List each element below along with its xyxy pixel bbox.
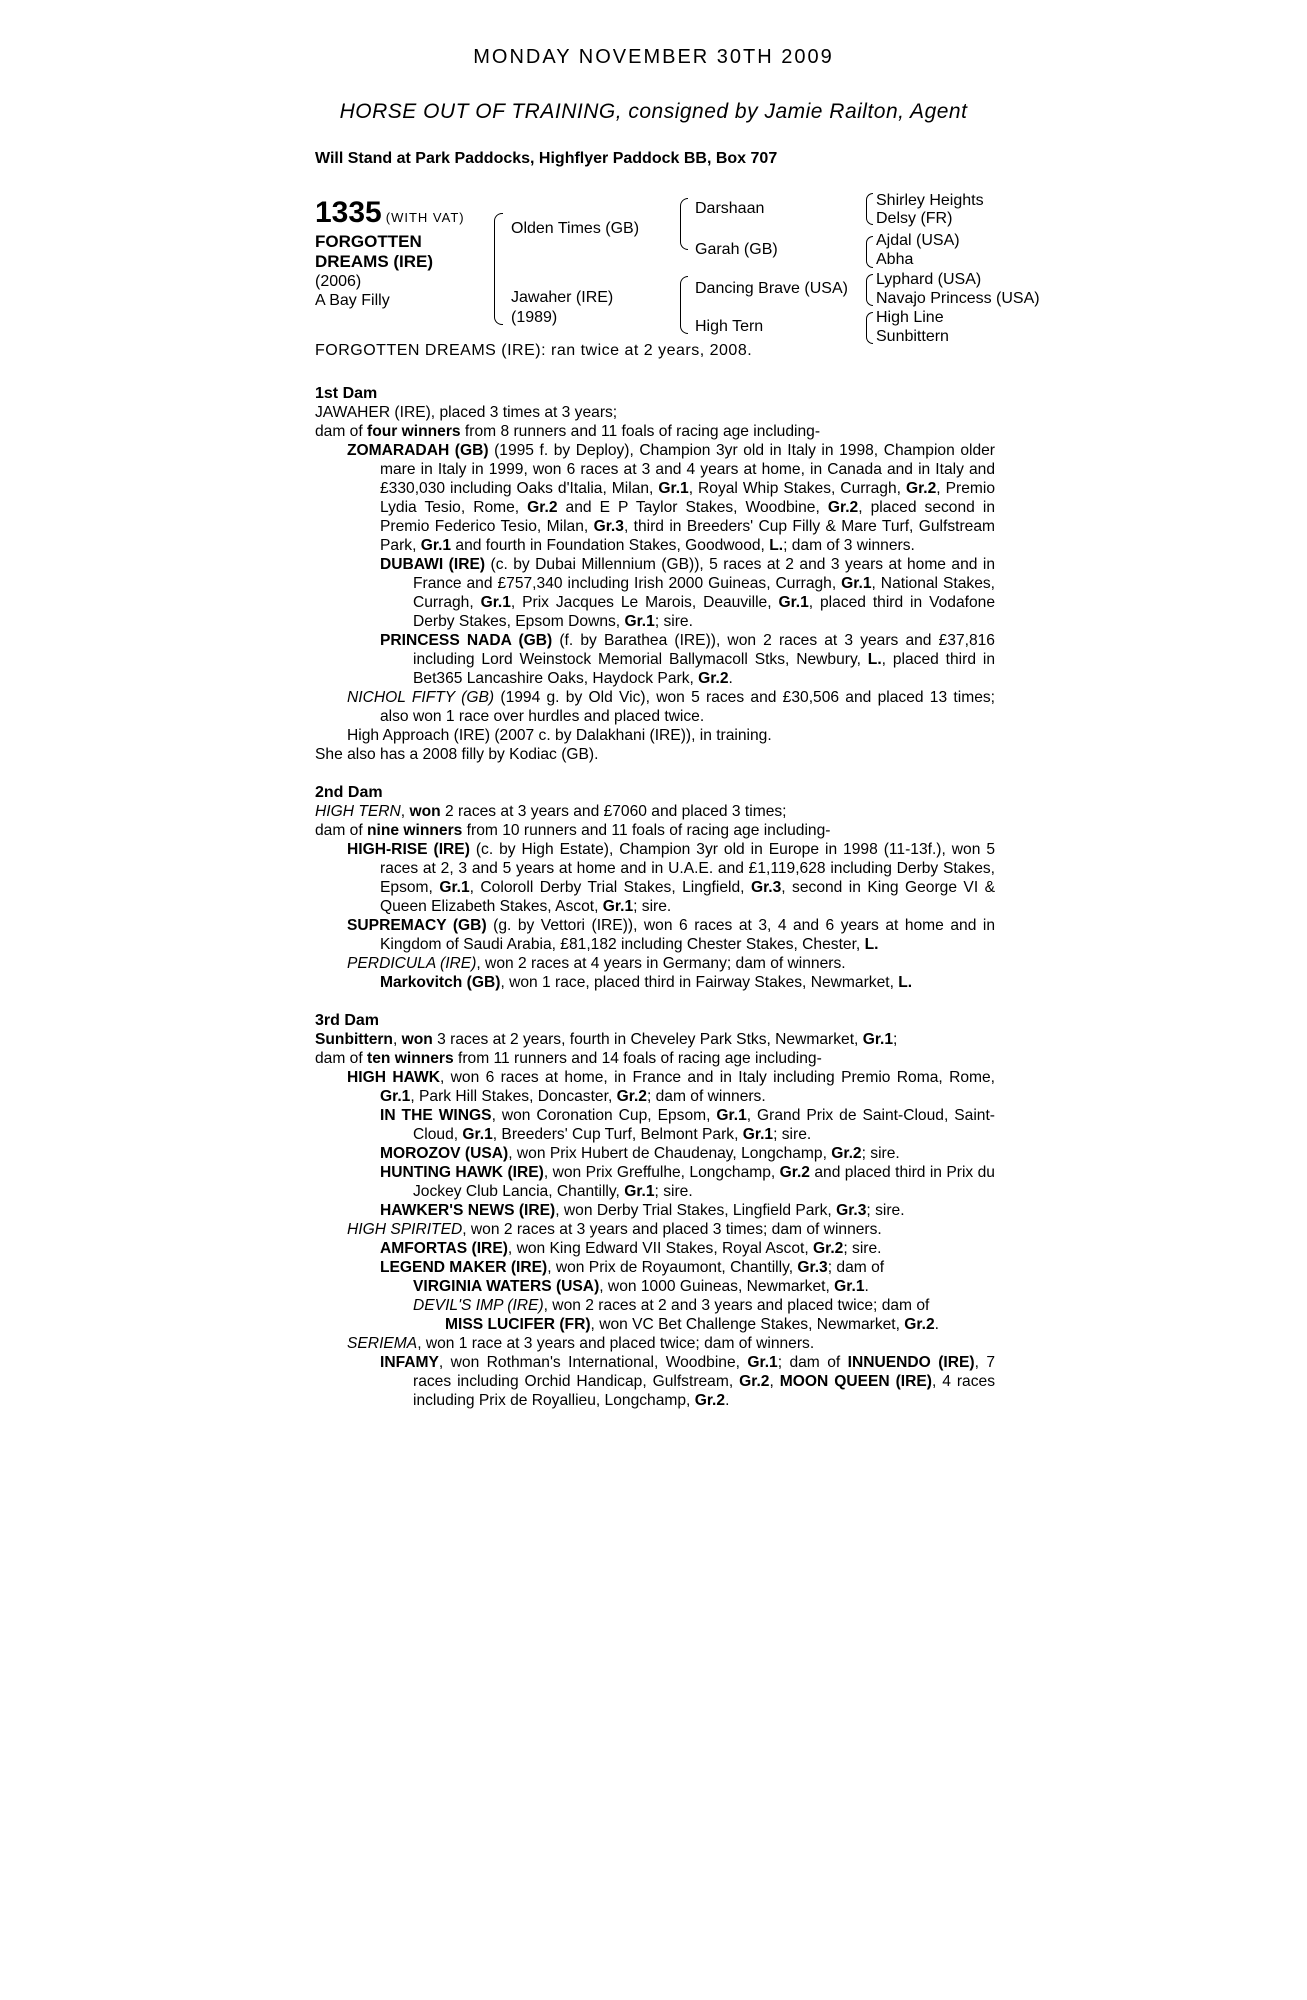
pedigree-dss: Lyphard (USA) xyxy=(876,271,982,288)
pedigree-dds: High Line xyxy=(876,309,944,326)
horse-name xyxy=(315,232,475,272)
produce-high-rise: HIGH-RISE (IRE) (c. by High Estate), Champion 3yr old in Europe in 1998 (11-13f.), won 5 races at 2, 3 and 5 years at home and in U.A.E. and £1,119,628 including Derby Stakes, Epsom, Gr.1, Coloroll Derby Trial Stakes, Lingfield, Gr.3, second in King George VI & Queen Elizabeth Stakes, Ascot, Gr.1; sire. xyxy=(347,841,995,915)
pedigree-sds: Ajdal (USA) xyxy=(876,232,960,249)
third-dam-heading: 3rd Dam xyxy=(315,1012,380,1029)
produce-morozov: MOROZOV (USA), won Prix Hubert de Chaudenay, Longchamp, Gr.2; sire. xyxy=(380,1145,900,1162)
pedigree-sss: Shirley Heights xyxy=(876,192,984,209)
horse-year: (2006) xyxy=(315,273,362,290)
lot-vat: (WITH VAT) xyxy=(385,210,465,225)
produce-in-the-wings: IN THE WINGS, won Coronation Cup, Epsom, Gr.1, Grand Prix de Saint-Cloud, Saint-Cloud, Gr.1, Breeders' Cup Turf, Belmont Park, Gr.1; sire. xyxy=(380,1107,995,1143)
produce-princess-nada: PRINCESS NADA (GB) (f. by Barathea (IRE)), won 2 races at 3 years and £37,816 including Lord Weinstock Memorial Ballymacoll Stks, Newbury, L., placed third in Bet365 Lancashire Oaks, Haydock Park, Gr.2. xyxy=(380,632,995,687)
pedigree-dam xyxy=(511,288,613,328)
pedigree-ssd: Delsy (FR) xyxy=(876,210,953,227)
third-dam-line: Sunbittern, won 3 races at 2 years, fourth in Cheveley Park Stks, Newmarket, Gr.1; xyxy=(315,1031,898,1048)
produce-hunting-hawk: HUNTING HAWK (IRE), won Prix Greffulhe, Longchamp, Gr.2 and placed third in Prix du Jockey Club Lancia, Chantilly, Gr.1; sire. xyxy=(380,1164,995,1200)
produce-amfortas: AMFORTAS (IRE), won King Edward VII Stakes, Royal Ascot, Gr.2; sire. xyxy=(380,1240,882,1257)
pedigree-sire-dam: Garah (GB) xyxy=(695,241,778,258)
sale-subtitle: HORSE OUT OF TRAINING, consigned by Jamie Railton, Agent xyxy=(339,100,968,123)
pedigree-dam-sire: Dancing Brave (USA) xyxy=(695,280,848,297)
pedigree-brace-dd xyxy=(866,312,873,344)
produce-seriema: SERIEMA, won 1 race at 3 years and placed twice; dam of winners. xyxy=(347,1335,815,1352)
produce-devils-imp: DEVIL'S IMP (IRE), won 2 races at 2 and 3 years and placed twice; dam of xyxy=(413,1297,930,1314)
produce-high-approach: High Approach (IRE) (2007 c. by Dalakhani (IRE)), in training. xyxy=(347,727,772,744)
pedigree-brace-sire xyxy=(680,198,688,250)
pedigree-dsd: Navajo Princess (USA) xyxy=(876,290,1040,307)
produce-legend-maker: LEGEND MAKER (IRE), won Prix de Royaumont, Chantilly, Gr.3; dam of xyxy=(380,1259,885,1276)
pedigree-brace-ds xyxy=(866,274,873,306)
pedigree-sdd: Abha xyxy=(876,251,914,268)
first-dam-line: JAWAHER (IRE), placed 3 times at 3 years; xyxy=(315,404,618,421)
race-summary: FORGOTTEN DREAMS (IRE): ran twice at 2 years, 2008. xyxy=(315,342,753,359)
pedigree-brace-ss xyxy=(866,193,873,225)
catalogue-body xyxy=(315,384,995,1410)
horse-description: A Bay Filly xyxy=(315,292,390,309)
pedigree-dam-name: Jawaher (IRE) xyxy=(511,289,614,306)
produce-hawkers-news: HAWKER'S NEWS (IRE), won Derby Trial Stakes, Lingfield Park, Gr.3; sire. xyxy=(380,1202,905,1219)
second-dam-produce: dam of nine winners from 10 runners and 11 foals of racing age including- xyxy=(315,822,831,839)
first-dam-produce: dam of four winners from 8 runners and 11 foals of racing age including- xyxy=(315,423,821,440)
produce-supremacy: SUPREMACY (GB) (g. by Vettori (IRE)), won 6 races at 3, 4 and 6 years at home and in Kingdom of Saudi Arabia, £81,182 including Chester Stakes, Chester, L. xyxy=(347,917,996,953)
pedigree-ddd: Sunbittern xyxy=(876,328,949,345)
produce-markovitch: Markovitch (GB), won 1 race, placed third in Fairway Stakes, Newmarket, L. xyxy=(380,974,913,991)
pedigree-sire: Olden Times (GB) xyxy=(511,220,640,237)
third-dam-produce: dam of ten winners from 11 runners and 14 foals of racing age including- xyxy=(315,1050,822,1067)
pedigree-dam-year: (1989) xyxy=(511,309,558,326)
second-dam-heading: 2nd Dam xyxy=(315,784,383,801)
sale-date: MONDAY NOVEMBER 30TH 2009 xyxy=(473,46,834,68)
first-dam-heading: 1st Dam xyxy=(315,385,378,402)
lot-number: 1335 xyxy=(315,196,382,229)
produce-virginia-waters: VIRGINIA WATERS (USA), won 1000 Guineas, Newmarket, Gr.1. xyxy=(413,1278,869,1295)
produce-2008-filly: She also has a 2008 filly by Kodiac (GB). xyxy=(315,746,599,763)
horse-name-line2: DREAMS (IRE) xyxy=(315,252,434,271)
produce-dubawi: DUBAWI (IRE) (c. by Dubai Millennium (GB)), 5 races at 2 and 3 years at home and in France and £757,340 including Irish 2000 Guineas, Curragh, Gr.1, National Stakes, Curragh, Gr.1, Prix Jacques Le Marois, Deauville, Gr.1, placed third in Vodafone Derby Stakes, Epsom Downs, Gr.1; sire. xyxy=(380,556,996,630)
pedigree-dam-dam: High Tern xyxy=(695,318,764,335)
second-dam-line: HIGH TERN, won 2 races at 3 years and £7060 and placed 3 times; xyxy=(315,803,787,820)
produce-miss-lucifer: MISS LUCIFER (FR), won VC Bet Challenge Stakes, Newmarket, Gr.2. xyxy=(445,1316,939,1333)
horse-info xyxy=(315,272,390,310)
stand-location: Will Stand at Park Paddocks, Highflyer Paddock BB, Box 707 xyxy=(315,150,778,167)
produce-high-spirited: HIGH SPIRITED, won 2 races at 3 years and placed 3 times; dam of winners. xyxy=(347,1221,882,1238)
pedigree-sire-sire: Darshaan xyxy=(695,200,765,217)
pedigree-brace-sd xyxy=(866,236,873,268)
horse-name-line1: FORGOTTEN xyxy=(315,232,422,251)
produce-infamy: INFAMY, won Rothman's International, Woodbine, Gr.1; dam of INNUENDO (IRE), 7 races including Orchid Handicap, Gulfstream, Gr.2, MOON QUEEN (IRE), 4 races including Prix de Royallieu, Longchamp, Gr.2. xyxy=(380,1354,996,1409)
produce-high-hawk: HIGH HAWK, won 6 races at home, in France and in Italy including Premio Roma, Rome, Gr.1, Park Hill Stakes, Doncaster, Gr.2; dam of winners. xyxy=(347,1069,995,1105)
produce-zomaradah: ZOMARADAH (GB) (1995 f. by Deploy), Champion 3yr old in Italy in 1998, Champion older mare in Italy in 1999, won 6 races at 3 and 4 years at home, in Canada and in Italy and £330,030 including Oaks d'Italia, Milan, Gr.1, Royal Whip Stakes, Curragh, Gr.2, Premio Lydia Tesio, Rome, Gr.2 and E P Taylor Stakes, Woodbine, Gr.2, placed second in Premio Federico Tesio, Milan, Gr.3, third in Breeders' Cup Filly & Mare Turf, Gulfstream Park, Gr.1 and fourth in Foundation Stakes, Goodwood, L.; dam of 3 winners. xyxy=(347,442,995,554)
produce-perdicula: PERDICULA (IRE), won 2 races at 4 years in Germany; dam of winners. xyxy=(347,955,846,972)
pedigree-brace-main xyxy=(494,213,503,325)
produce-nichol-fifty: NICHOL FIFTY (GB) (1994 g. by Old Vic), won 5 races and £30,506 and placed 13 times; also won 1 race over hurdles and placed twice. xyxy=(347,689,995,725)
lot-header xyxy=(315,196,465,230)
pedigree-brace-dam xyxy=(680,276,688,334)
